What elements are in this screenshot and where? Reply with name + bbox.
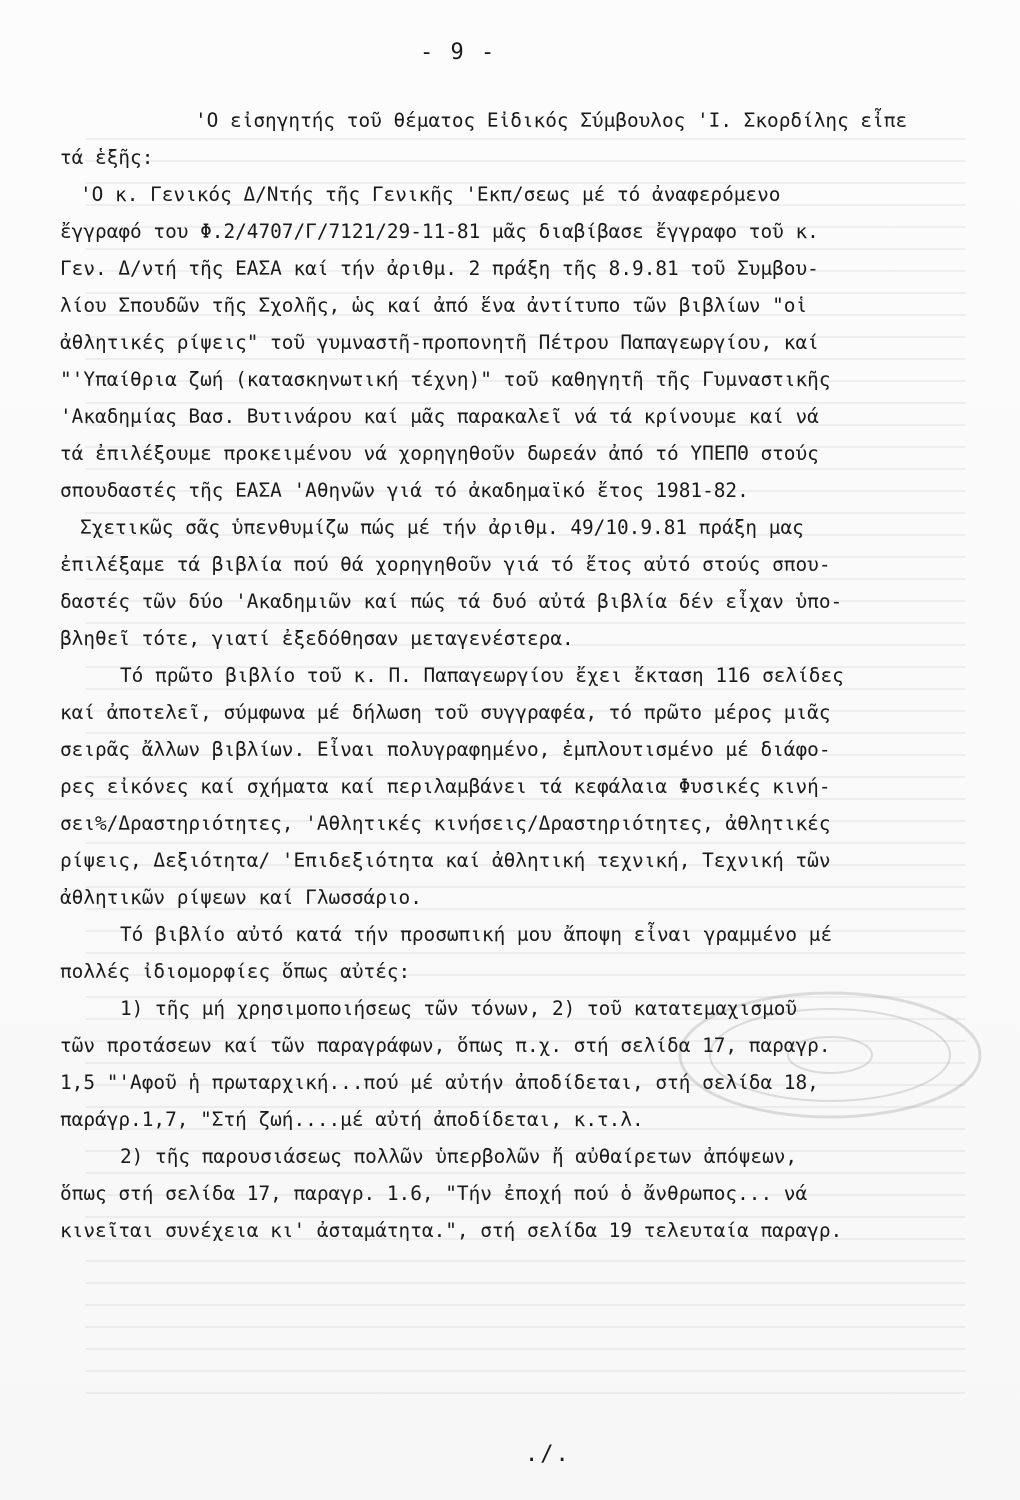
paragraph-line: 'Ο κ. Γενικός Δ/Ντής τῆς Γενικῆς 'Εκπ/σεως μέ τό ἀναφερόμενο <box>80 183 781 206</box>
paragraph-line: 1) τῆς μή χρησιμοποιήσεως τῶν τόνων, 2) τοῦ κατατεμαχισμοῦ <box>120 997 798 1020</box>
paragraph-line: Τό πρῶτο βιβλίο τοῦ κ. Π. Παπαγεωργίου ἔχει ἔκταση 116 σελίδες <box>120 664 844 687</box>
paragraph-line: σειρᾶς ἄλλων βιβλίων. Εἶναι πολυγραφημένο, ἐμπλουτισμένο μέ διάφο- <box>60 738 831 761</box>
paragraph-line: σπουδαστές τῆς ΕΑΣΑ 'Αθηνῶν γιά τό ἀκαδημαϊκό ἔτος 1981-82. <box>60 479 749 502</box>
paragraph-line: λίου Σπουδῶν τῆς Σχολῆς, ὡς καί ἀπό ἕνα ἀντίτυπο τῶν βιβλίων "οἱ <box>60 294 808 317</box>
paragraph-line: ἀθλητικῶν ρίψεων καί Γλωσσάριο. <box>60 886 422 909</box>
paragraph-line: Τό βιβλίο αὐτό κατά τήν προσωπική μου ἄποψη εἶναι γραμμένο μέ <box>120 923 833 946</box>
paragraph-line: τά ἑξῆς: <box>60 146 154 169</box>
paragraph-line: σει%/Δραστηριότητες, 'Αθλητικές κινήσεις/Δραστηριότητες, ἀθλητικές <box>60 812 831 835</box>
paragraph-line: πολλές ἰδιομορφίες ὅπως αὐτές: <box>60 960 411 983</box>
paragraph-line: ὅπως στή σελίδα 17, παραγρ. 1.6, "Τήν ἐποχή πού ὁ ἄνθρωπος... νά <box>60 1182 808 1205</box>
continuation-mark: ./. <box>525 1442 571 1467</box>
paragraph-line: καί ἀποτελεῖ, σύμφωνα μέ δήλωση τοῦ συγγραφέα, τό πρῶτο μέρος μιᾶς <box>60 701 831 724</box>
paragraph-line: ἀθλητικές ρίψεις" τοῦ γυμναστῆ-προπονητῆ Πέτρου Παπαγεωργίου, καί <box>60 331 819 354</box>
paragraph-line: Σχετικῶς σᾶς ὑπενθυμίζω πώς μέ τήν ἀριθμ. 49/10.9.81 πράξη μας <box>80 516 804 539</box>
page-number: - 9 - <box>420 40 497 65</box>
paragraph-line: δαστές τῶν δύο 'Ακαδημιῶν καί πώς τά δυό αὐτά βιβλία δέν εἶχαν ὑπο- <box>60 590 843 613</box>
paragraph-line: "'Υπαίθρια ζωή (κατασκηνωτική τέχνη)" τοῦ καθηγητῆ τῆς Γυμναστικῆς <box>60 368 831 391</box>
paragraph-line: κινεῖται συνέχεια κι' ἀσταμάτητα.", στή σελίδα 19 τελευταία παραγρ. <box>60 1219 843 1242</box>
paragraph-line: παράγρ.1,7, "Στή ζωή....μέ αὐτή ἀποδίδεται, κ.τ.λ. <box>60 1108 644 1131</box>
paragraph-line: 2) τῆς παρουσιάσεως πολλῶν ὑπερβολῶν ἤ αὐθαίρετων ἀπόψεων, <box>120 1145 798 1168</box>
paragraph-line: τῶν προτάσεων καί τῶν παραγράφων, ὅπως π.χ. στή σελίδα 17, παραγρ. <box>60 1034 831 1057</box>
paragraph-line: ρες εἰκόνες καί σχήματα καί περιλαμβάνει τά κεφάλαια Φυσικές κινή- <box>60 775 831 798</box>
paragraph-line: τά ἐπιλέξουμε προκειμένου νά χορηγηθοῦν δωρεάν ἀπό τό ΥΠΕΠΘ στούς <box>60 442 819 465</box>
paragraph-line: ἔγγραφό του Φ.2/4707/Γ/7121/29-11-81 μᾶς διαβίβασε ἔγγραφο τοῦ κ. <box>60 220 819 243</box>
paragraph-line: 'Ακαδημίας Βασ. Βυτινάρου καί μᾶς παρακαλεῖ νά τά κρίνουμε καί νά <box>60 405 819 428</box>
document-body <box>60 102 960 1249</box>
paragraph-line: βληθεῖ τότε, γιατί ἐξεδόθησαν μεταγενέστερα. <box>60 627 574 650</box>
paragraph-line: ρίψεις, Δεξιότητα/ 'Επιδεξιότητα καί ἀθλητική τεχνική, Τεχνική τῶν <box>60 849 831 872</box>
paragraph-line: ἐπιλέξαμε τά βιβλία πού θά χορηγηθοῦν γιά τό ἔτος αὐτό στούς σπου- <box>60 553 831 576</box>
paragraph-line: Γεν. Δ/ντή τῆς ΕΑΣΑ καί τήν ἀριθμ. 2 πράξη τῆς 8.9.81 τοῦ Συμβου- <box>60 257 819 280</box>
paragraph-line: 'Ο εἰσηγητής τοῦ θέματος Εἰδικός Σύμβουλος 'Ι. Σκορδίλης εἶπε <box>195 109 908 132</box>
paragraph-line: 1,5 "'Αφοῦ ἡ πρωταρχική...πού μέ αὐτήν ἀποδίδεται, στή σελίδα 18, <box>60 1071 819 1094</box>
